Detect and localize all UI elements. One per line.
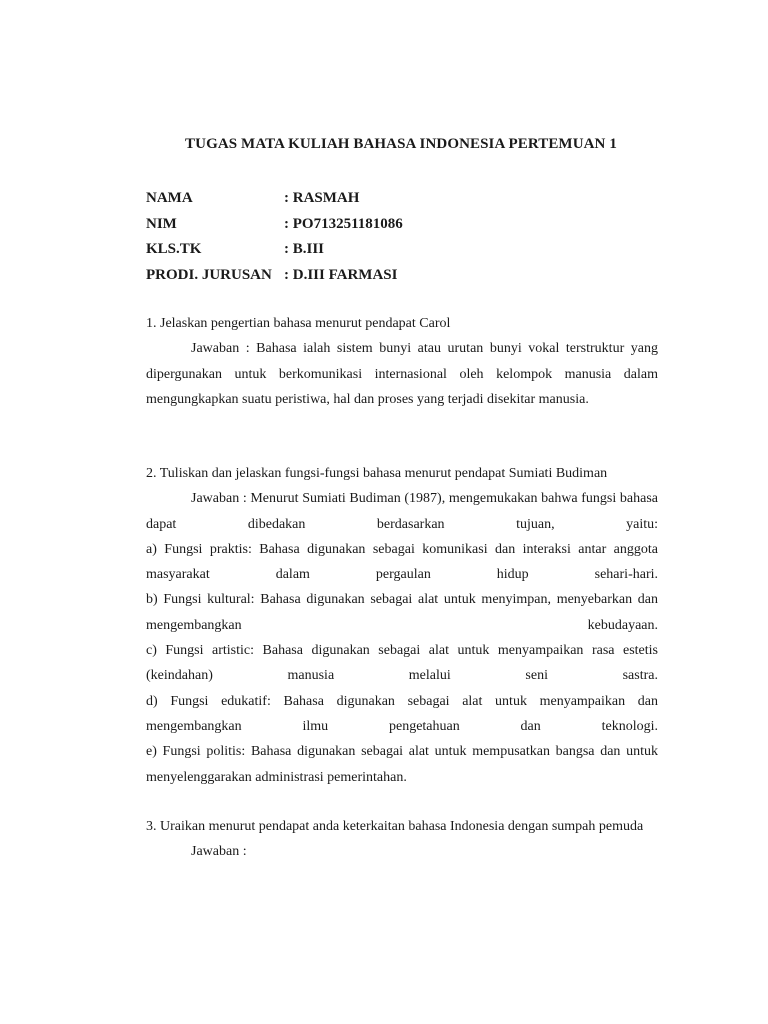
question-3-answer: Jawaban : <box>191 844 247 860</box>
question-1-section <box>146 311 658 412</box>
function-item-artistic: c) Fungsi artistic: Bahasa digunakan sebagai alat untuk menyampaikan rasa estetis (keindahan) manusia melalui seni sastra. <box>146 643 658 684</box>
identity-label: KLS.TK <box>146 241 202 257</box>
question-3-section <box>146 814 658 865</box>
identity-row-nama <box>146 186 403 212</box>
question-2-section <box>146 461 658 790</box>
function-item-politis: e) Fungsi politis: Bahasa digunakan sebagai alat untuk mempusatkan bangsa dan untuk menyelenggarakan administrasi pemerintahan. <box>146 744 658 785</box>
identity-label: NAMA <box>146 190 193 206</box>
identity-label: NIM <box>146 215 177 232</box>
function-item-edukatif: d) Fungsi edukatif: Bahasa digunakan sebagai alat untuk menyampaikan dan mengembangkan ilmu pengetahuan dan teknologi. <box>146 693 658 734</box>
identity-value: : RASMAH <box>284 190 360 206</box>
function-item-kultural: b) Fungsi kultural: Bahasa digunakan sebagai alat untuk menyimpan, menyebarkan dan mengembangkan kebudayaan. <box>146 592 658 633</box>
document-title: TUGAS MATA KULIAH BAHASA INDONESIA PERTEMUAN 1 <box>185 136 617 152</box>
identity-block <box>146 186 403 288</box>
question-1-answer: Jawaban : Bahasa ialah sistem bunyi atau urutan bunyi vokal terstruktur yang dipergunakan untuk berkomunikasi internasional oleh kelompok manusia dalam mengungkapkan suatu peristiwa, hal dan proses yang terjadi disekitar manusia. <box>146 341 658 407</box>
question-3-text: 3. Uraikan menurut pendapat anda keterkaitan bahasa Indonesia dengan sumpah pemuda <box>146 819 644 834</box>
identity-value: : PO713251181086 <box>284 215 403 232</box>
identity-label: PRODI. JURUSAN <box>146 266 272 283</box>
question-1-text: 1. Jelaskan pengertian bahasa menurut pendapat Carol <box>146 316 451 331</box>
identity-row-nim <box>146 212 403 238</box>
function-item-praktis: a) Fungsi praktis: Bahasa digunakan sebagai komunikasi dan interaksi antar anggota masyarakat dalam pergaulan hidup sehari-hari. <box>146 541 658 583</box>
question-2-text: 2. Tuliskan dan jelaskan fungsi-fungsi bahasa menurut pendapat Sumiati Budiman <box>146 466 608 481</box>
identity-row-kelas <box>146 237 403 263</box>
identity-value: : D.III FARMASI <box>284 266 398 283</box>
identity-value: : B.III <box>284 241 325 257</box>
question-2-answer: Jawaban : Menurut Sumiati Budiman (1987), mengemukakan bahwa fungsi bahasa dapat dibedakan berdasarkan tujuan, yaitu: <box>146 491 658 532</box>
identity-row-prodi <box>146 263 403 289</box>
